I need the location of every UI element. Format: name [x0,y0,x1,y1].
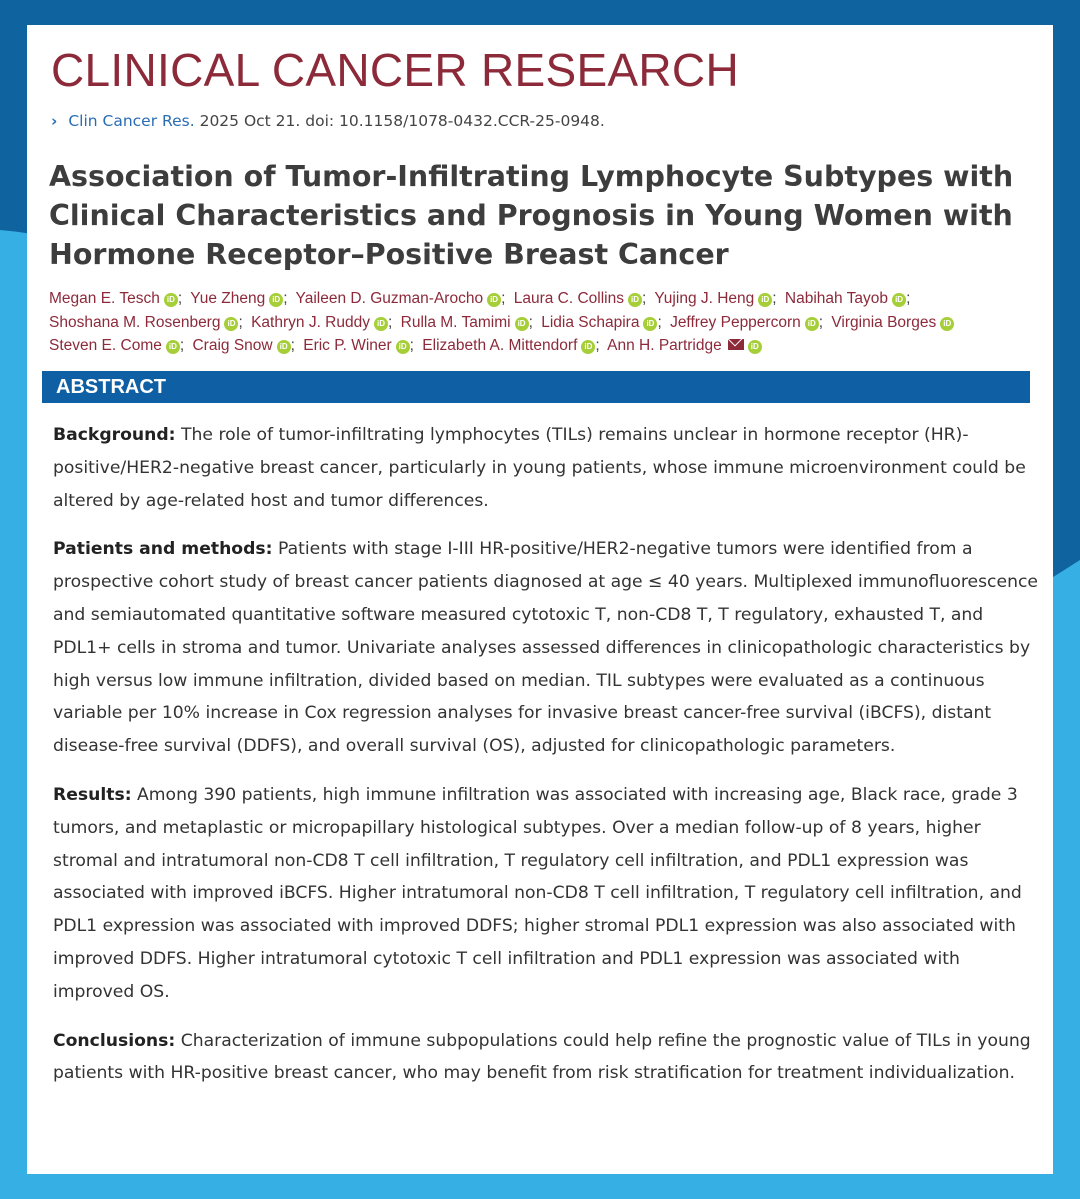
abstract-conclusions [53,1025,1038,1091]
author-link[interactable]: Nabihah Tayob iD ; [784,290,911,307]
author-link[interactable]: Laura C. Collins iD ; [513,290,647,307]
orcid-icon[interactable]: iD [164,293,178,307]
orcid-icon[interactable]: iD [277,340,291,354]
author-link[interactable]: Ann H. Partridge iD [607,337,762,354]
author-link[interactable]: Steven E. Come iD ; [49,337,185,354]
orcid-icon[interactable]: iD [581,340,595,354]
author-link[interactable]: Kathryn J. Ruddy iD ; [251,313,393,331]
orcid-icon[interactable]: iD [374,317,388,331]
section-label: Results: [53,784,132,805]
section-label: Conclusions: [53,1030,176,1051]
author-list [49,287,1039,358]
author-link[interactable]: Eric P. Winer iD ; [303,337,414,354]
orcid-icon[interactable]: iD [643,317,657,331]
orcid-icon[interactable]: iD [805,317,819,331]
author-link[interactable]: Lidia Schapira iD ; [541,313,662,331]
journal-abbrev-link[interactable]: Clin Cancer Res. [68,112,195,130]
author-link[interactable]: Yaileen D. Guzman-Arocho iD ; [295,290,506,307]
orcid-icon[interactable]: iD [758,293,772,307]
abstract-methods [53,533,1038,763]
section-text: Patients with stage I-III HR-positive/HER2-negative tumors were identified from a prospective cohort study of breast cancer patients diagnosed at age ≤ 40 years. Multiplexed immunofluorescence and semiautomated quantitative software measured cytotoxic T, non-CD8 T, T regulatory, exhausted T, and PDL1+ cells in stroma and tumor. Univariate analyses assessed differences in clinicopathologic characteristics by high versus low immune infiltration, divided based on median. TIL subtypes were evaluated as a continuous variable per 10% increase in Cox regression analyses for invasive breast cancer-free survival (iBCFS), distant disease-free survival (DDFS), and overall survival (OS), adjusted for clinicopathologic parameters. [53,539,1038,757]
orcid-icon[interactable]: iD [166,340,180,354]
author-link[interactable]: Rulla M. Tamimi iD ; [400,313,533,331]
author-link[interactable]: Elizabeth A. Mittendorf iD ; [422,337,600,354]
author-link[interactable]: Jeffrey Peppercorn iD ; [670,313,824,331]
section-text: Characterization of immune subpopulations could help refine the prognostic value of TILs in young patients with HR-positive breast cancer, who may benefit from risk stratification for treatment individualization. [53,1030,1031,1084]
author-link[interactable]: Craig Snow iD ; [192,337,295,354]
author-link[interactable]: Virginia Borges iD [831,314,954,331]
article-card [27,25,1053,1174]
orcid-icon[interactable]: iD [628,293,642,307]
abstract-heading: ABSTRACT [42,371,1030,403]
orcid-icon[interactable]: iD [269,293,283,307]
author-link[interactable]: Shoshana M. Rosenberg iD ; [49,313,243,331]
orcid-icon[interactable]: iD [515,317,529,331]
section-label: Background: [53,425,176,445]
orcid-icon[interactable]: iD [940,317,954,331]
citation-line [51,112,605,130]
author-link[interactable]: Yue Zheng iD ; [190,290,288,307]
envelope-icon[interactable] [728,339,744,350]
section-text: Among 390 patients, high immune infiltration was associated with increasing age, Black race, grade 3 tumors, and metaplastic or micropapillary histological subtypes. Over a median follow-up of 8 years, higher stromal and intratumoral non-CD8 T cell infiltration, T regulatory cell infiltration, and PDL1 expression was associated with improved iBCFS. Higher intratumoral non-CD8 T cell infiltration, T regulatory cell infiltration, and PDL1 expression was associated with improved DDFS; higher stromal PDL1 expression was also associated with improved DDFS. Higher intratumoral cytotoxic T cell infiltration and PDL1 expression was associated with improved OS. [53,784,1022,1002]
section-text: The role of tumor-infiltrating lymphocytes (TILs) remains unclear in hormone receptor (HR)-positive/HER2-negative breast cancer, particularly in young patients, whose immune microenvironment could be altered by age-related host and tumor differences. [53,425,1026,511]
orcid-icon[interactable]: iD [892,293,906,307]
abstract-body [53,419,1038,1106]
abstract-results [53,779,1038,1009]
orcid-icon[interactable]: iD [396,340,410,354]
citation-details: 2025 Oct 21. doi: 10.1158/1078-0432.CCR-25-0948. [199,112,605,130]
orcid-icon[interactable]: iD [224,317,238,331]
orcid-icon[interactable]: iD [748,340,762,354]
article-title: Association of Tumor-Infiltrating Lymphocyte Subtypes with Clinical Characteristics and Prognosis in Young Women with Hormone Receptor–Positive Breast Cancer [49,160,1014,271]
abstract-background [53,419,1038,517]
orcid-icon[interactable]: iD [487,293,501,307]
chevron-right-icon: › [51,112,58,130]
section-label: Patients and methods: [53,539,273,560]
author-link[interactable]: Yujing J. Heng iD ; [654,290,777,307]
author-link[interactable]: Megan E. Tesch iD ; [49,290,183,307]
journal-title: CLINICAL CANCER RESEARCH [51,44,739,96]
